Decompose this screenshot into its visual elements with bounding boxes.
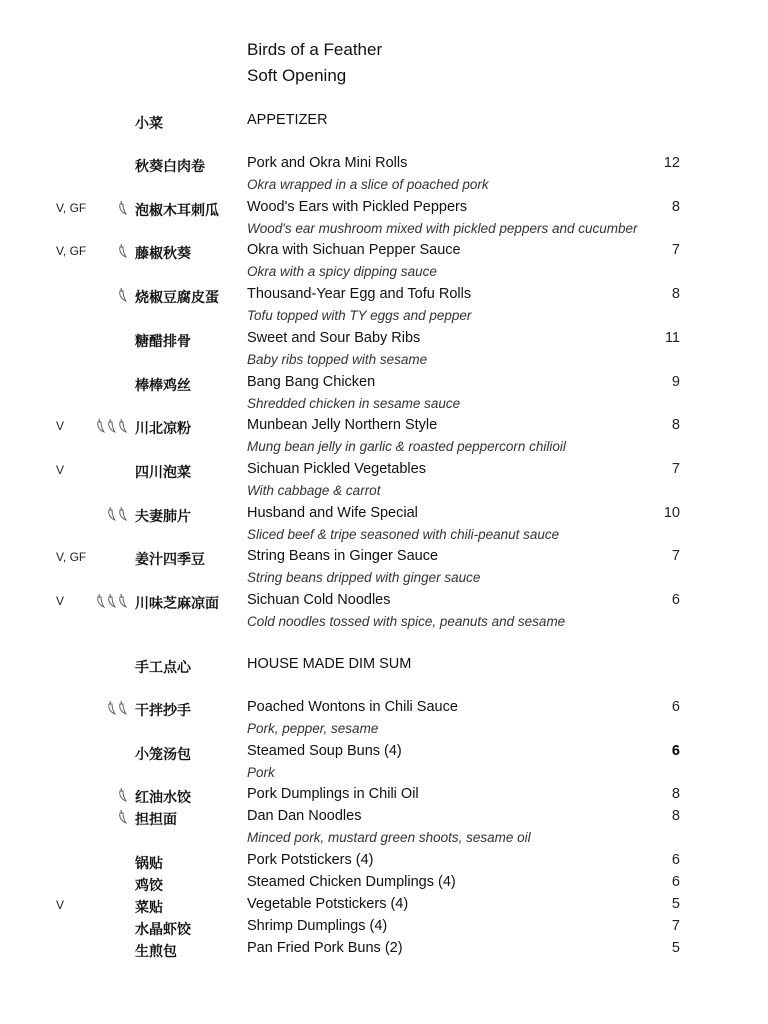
chili-pepper-icon — [118, 200, 128, 216]
menu-item — [0, 374, 768, 396]
dish-name: Vegetable Potstickers (4) — [247, 895, 409, 912]
spice-level — [96, 418, 128, 436]
dish-price: 7 — [671, 242, 680, 259]
menu-item — [0, 461, 768, 483]
chili-pepper-icon — [107, 418, 117, 434]
dish-name: Pan Fried Pork Buns (2) — [247, 939, 403, 956]
dish-price: 11 — [664, 329, 680, 346]
dish-price: 8 — [671, 786, 680, 803]
menu-title: Birds of a Feather — [247, 40, 383, 59]
chili-pepper-icon — [96, 418, 106, 434]
dish-name-zh: 担担面 — [135, 811, 177, 828]
menu-item — [0, 940, 768, 962]
menu-item — [0, 808, 768, 830]
dish-name-zh: 干拌抄手 — [135, 702, 191, 718]
menu-item — [0, 199, 768, 221]
dish-price: 6 — [671, 873, 680, 890]
dish-price: 8 — [671, 808, 680, 825]
dietary-tag: V — [56, 462, 65, 477]
menu-item — [0, 592, 768, 614]
dish-name-zh: 水晶虾饺 — [135, 920, 191, 937]
dish-description: Minced pork, mustard green shoots, sesame oil — [247, 830, 531, 846]
dish-description: With cabbage & carrot — [247, 482, 381, 498]
dish-name-zh: 小笼汤包 — [135, 745, 191, 762]
chili-pepper-icon — [118, 787, 128, 803]
menu-item — [0, 743, 768, 765]
section-heading: HOUSE MADE DIM SUM — [247, 656, 412, 672]
dish-price: 5 — [671, 895, 680, 912]
dish-price: 7 — [671, 548, 680, 565]
dish-name: Bang Bang Chicken — [247, 373, 376, 390]
chili-pepper-icon — [118, 506, 128, 522]
dish-description: Tofu topped with TY eggs and pepper — [247, 308, 472, 324]
section-heading-zh: 手工点心 — [135, 659, 191, 675]
dish-price: 6 — [671, 852, 680, 868]
dish-description: Sliced beef & tripe seasoned with chili-peanut sauce — [247, 526, 560, 542]
dish-name: Okra with Sichuan Pepper Sauce — [247, 242, 461, 259]
dish-name: Thousand-Year Egg and Tofu Rolls — [247, 286, 472, 303]
dish-description: Cold noodles tossed with spice, peanuts and sesame — [247, 614, 566, 629]
chili-pepper-icon — [118, 809, 128, 825]
dish-name: Steamed Chicken Dumplings (4) — [247, 873, 456, 890]
dish-name-zh: 川味芝麻凉面 — [135, 595, 219, 611]
dish-price: 7 — [671, 460, 680, 477]
menu-item — [0, 699, 768, 721]
spice-level — [118, 243, 128, 261]
dish-name-zh: 烧椒豆腐皮蛋 — [135, 289, 219, 306]
chili-pepper-icon — [96, 593, 106, 609]
dish-name-zh: 四川泡菜 — [135, 463, 191, 480]
dish-description: Pork, pepper, sesame — [247, 721, 379, 736]
section-heading-zh: 小菜 — [135, 115, 163, 131]
dish-name: Steamed Soup Buns (4) — [247, 742, 402, 759]
dish-name: Poached Wontons in Chili Sauce — [247, 699, 458, 715]
chili-pepper-icon — [118, 700, 128, 716]
dish-price: 8 — [671, 286, 680, 303]
dish-description: Pork — [247, 764, 275, 780]
chili-pepper-icon — [118, 593, 128, 609]
menu-item — [0, 286, 768, 308]
dish-name-zh: 姜汁四季豆 — [135, 551, 205, 568]
dish-name: Husband and Wife Special — [247, 504, 418, 521]
dish-name: Dan Dan Noodles — [247, 808, 362, 825]
dish-description: Okra wrapped in a slice of poached pork — [247, 177, 489, 192]
dish-name-zh: 夫妻肺片 — [135, 507, 191, 524]
dish-description: String beans dripped with ginger sauce — [247, 570, 481, 586]
dietary-tag: V, GF — [56, 200, 87, 215]
menu-item — [0, 505, 768, 527]
dish-price: 6 — [671, 742, 680, 759]
dish-name: Sichuan Cold Noodles — [247, 592, 391, 608]
dish-price: 10 — [663, 504, 680, 521]
dish-price: 8 — [671, 198, 680, 215]
dish-name-zh: 生煎包 — [135, 942, 177, 959]
dish-name-zh: 锅贴 — [135, 855, 163, 871]
dish-name: Sweet and Sour Baby Ribs — [247, 329, 421, 346]
chili-pepper-icon — [118, 418, 128, 434]
dish-name: Sichuan Pickled Vegetables — [247, 460, 426, 477]
menu-item — [0, 330, 768, 352]
menu-item — [0, 918, 768, 940]
menu-subtitle: Soft Opening — [247, 66, 347, 85]
dish-name: String Beans in Ginger Sauce — [247, 548, 439, 565]
dish-price: 6 — [671, 699, 680, 715]
dish-name: Pork Potstickers (4) — [247, 852, 374, 868]
chili-pepper-icon — [107, 700, 117, 716]
dietary-tag: V — [56, 419, 65, 434]
dish-name: Shrimp Dumplings (4) — [247, 917, 388, 934]
menu-item — [0, 786, 768, 808]
dish-name-zh: 菜贴 — [135, 898, 163, 915]
spice-level — [118, 287, 128, 305]
dish-name-zh: 红油水饺 — [135, 789, 191, 806]
dish-price: 9 — [671, 373, 680, 390]
dish-description: Mung bean jelly in garlic & roasted peppercorn chilioil — [247, 439, 566, 455]
dish-name-zh: 藤椒秋葵 — [135, 245, 191, 262]
chili-pepper-icon — [107, 506, 117, 522]
dish-name: Pork Dumplings in Chili Oil — [247, 786, 419, 803]
dish-description: Baby ribs topped with sesame — [247, 351, 428, 367]
chili-pepper-icon — [107, 593, 117, 609]
dish-name-zh: 秋葵白肉卷 — [135, 158, 205, 174]
menu-item — [0, 852, 768, 874]
section-heading: APPETIZER — [247, 112, 328, 128]
dish-name: Pork and Okra Mini Rolls — [247, 155, 408, 171]
dish-name: Wood's Ears with Pickled Peppers — [247, 198, 468, 215]
menu-item — [0, 242, 768, 264]
dish-price: 5 — [671, 939, 680, 956]
menu-item — [0, 548, 768, 570]
dietary-tag: V — [56, 594, 65, 608]
spice-level — [118, 200, 128, 218]
dish-name-zh: 鸡饺 — [135, 876, 163, 893]
dish-name-zh: 泡椒木耳刺瓜 — [135, 201, 219, 218]
dietary-tag: V — [56, 897, 65, 912]
menu-item — [0, 874, 768, 896]
dish-price: 6 — [671, 592, 680, 608]
dish-price: 8 — [671, 417, 680, 434]
dish-description: Wood's ear mushroom mixed with pickled peppers and cucumber — [247, 220, 638, 236]
spice-level — [107, 700, 128, 718]
dish-price: 7 — [671, 917, 680, 934]
spice-level — [118, 787, 128, 805]
spice-level — [96, 593, 128, 611]
spice-level — [107, 506, 128, 524]
dish-price: 12 — [663, 155, 680, 171]
spice-level — [118, 809, 128, 827]
dish-description: Okra with a spicy dipping sauce — [247, 264, 437, 280]
menu-item — [0, 896, 768, 918]
dish-name-zh: 糖醋排骨 — [135, 332, 191, 349]
menu-item — [0, 155, 768, 177]
dietary-tag: V, GF — [56, 550, 87, 565]
dish-name-zh: 川北凉粉 — [135, 420, 191, 437]
dish-description: Shredded chicken in sesame sauce — [247, 395, 461, 411]
dish-name-zh: 棒棒鸡丝 — [135, 376, 191, 393]
dietary-tag: V, GF — [56, 244, 87, 259]
chili-pepper-icon — [118, 287, 128, 303]
menu-item — [0, 417, 768, 439]
chili-pepper-icon — [118, 243, 128, 259]
dish-name: Munbean Jelly Northern Style — [247, 417, 438, 434]
